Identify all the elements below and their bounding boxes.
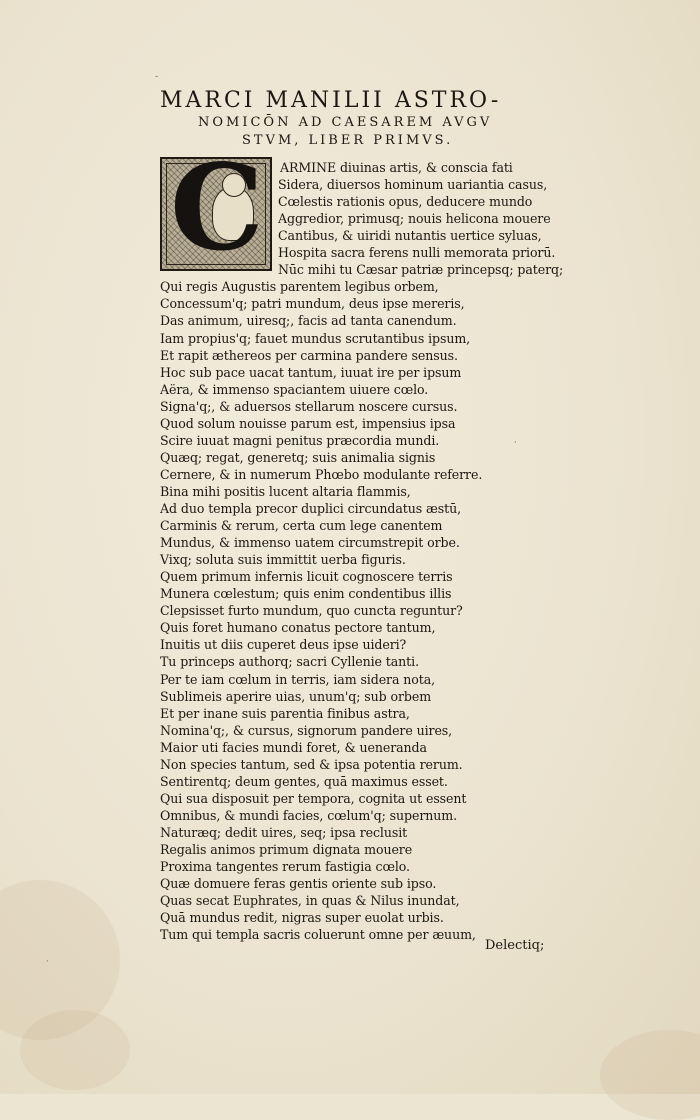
poem-line: Iam propius'q; fauet mundus scrutantibus ipsum,	[160, 330, 471, 346]
poem-line: Et rapit æthereos per carmina pandere sensus.	[160, 347, 458, 363]
poem-line: Quas secat Euphrates, in quas & Nilus inundat,	[160, 893, 460, 909]
poem-line: Maior uti facies mundi foret, & ueneranda	[160, 739, 427, 755]
initial-letter: C	[170, 157, 264, 271]
poem-line: Munera cœlestum; quis enim condentibus illis	[160, 586, 452, 602]
poem-line: Concessum'q; patri mundum, deus ipse mereris,	[160, 296, 465, 312]
poem-line: Quæq; regat, generetq; suis animalia signis	[160, 449, 436, 465]
page-title	[160, 88, 550, 150]
poem-line: Quem primum infernis licuit cognoscere terris	[160, 569, 453, 585]
poem-line: Nūc mihi tu Cæsar patriæ princepsq; paterq;	[278, 262, 564, 278]
decorated-initial	[160, 157, 272, 271]
poem-line: Vixq; soluta suis immittit uerba figuris.	[160, 552, 406, 568]
poem-line: ARMINE diuinas artis, & conscia fati	[280, 160, 513, 175]
margin-mark: ·	[46, 957, 49, 967]
title-line-2: NOMICŌN AD CAESAREM AVGV	[198, 115, 493, 130]
title-line-3: STVM, LIBER PRIMVS.	[242, 133, 454, 148]
poem-line: Quod solum nouisse parum est, impensius ipsa	[160, 415, 456, 431]
poem-line: Sublimeis aperire uias, unum'q; sub orbem	[160, 688, 432, 704]
poem-line: Quā mundus redit, nigras super euolat urbis.	[160, 910, 444, 926]
poem-line: Bina mihi positis lucent altaria flammis,	[160, 483, 411, 499]
paper-stain	[600, 1030, 700, 1120]
poem-line: Scire iuuat magni penitus præcordia mundi.	[160, 432, 440, 448]
poem-line: Cœlestis rationis opus, deducere mundo	[278, 194, 533, 210]
margin-mark: ·	[514, 438, 517, 448]
poem-line: Aggredior, primusq; nouis helicona mouere	[278, 211, 551, 227]
poem-line: Cernere, & in numerum Phœbo modulante referre.	[160, 466, 483, 482]
poem-line: Carminis & rerum, certa cum lege canentem	[160, 518, 443, 534]
poem-line: Tum qui templa sacris coluerunt omne per æuum,	[160, 927, 476, 943]
poem-line: Naturæq; dedit uires, seq; ipsa reclusit	[160, 824, 408, 840]
poem-line: Hoc sub pace uacat tantum, iuuat ire per ipsum	[160, 364, 462, 380]
poem-line: Qui regis Augustis parentem legibus orbem,	[160, 279, 439, 295]
paper-stain	[20, 1010, 130, 1090]
poem-line: Sidera, diuersos hominum uariantia casus,	[278, 177, 548, 193]
poem-line: Das animum, uiresq;, facis ad tanta canendum.	[160, 313, 457, 329]
poem-line: Qui sua disposuit per tempora, cognita ut essent	[160, 790, 467, 806]
poem-line: Omnibus, & mundi facies, cœlum'q; supernum.	[160, 807, 458, 823]
poem-line: Tu princeps authorq; sacri Cyllenie tanti.	[160, 654, 419, 670]
poem-line: Quis foret humano conatus pectore tantum,	[160, 620, 436, 636]
poem-line: Hospita sacra ferens nulli memorata priorū.	[278, 245, 556, 261]
poem-line: Clepsisset furto mundum, quo cuncta reguntur?	[160, 603, 463, 619]
poem-line: Ad duo templa precor duplici circundatus æstū,	[160, 501, 462, 516]
poem-line: Et per inane suis parentia finibus astra,	[160, 705, 410, 721]
poem-line: Per te iam cœlum in terris, iam sidera nota,	[160, 671, 436, 687]
poem-line: Nomina'q;, & cursus, signorum pandere uires,	[160, 722, 453, 738]
poem-line: Signa'q;, & aduersos stellarum noscere cursus.	[160, 398, 458, 414]
corner-mark: -	[155, 72, 159, 82]
poem-line: Quæ domuere feras gentis oriente sub ipso.	[160, 876, 437, 892]
title-line-1: MARCI MANILII ASTRO-	[160, 88, 502, 113]
poem-line: Non species tantum, sed & ipsa potentia rerum.	[160, 756, 463, 772]
poem-line: Sentirentq; deum gentes, quā maximus esset.	[160, 773, 448, 789]
catchword: Delectiq;	[485, 938, 545, 953]
poem-line: Proxima tangentes rerum fastigia cœlo.	[160, 859, 410, 875]
poem-line: Cantibus, & uiridi nutantis uertice syluas,	[278, 228, 542, 244]
poem-line: Mundus, & immenso uatem circumstrepit orbe.	[160, 535, 460, 551]
poem-line: Aëra, & immenso spaciantem uiuere cœlo.	[160, 381, 429, 397]
poem-line: Regalis animos primum dignata mouere	[160, 842, 413, 857]
poem-line: Inuitis ut diis cuperet deus ipse uideri?	[160, 637, 407, 653]
